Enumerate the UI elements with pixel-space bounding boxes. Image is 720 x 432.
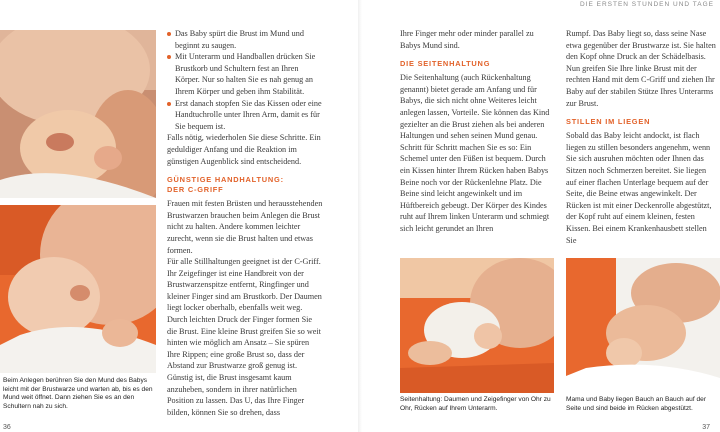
caption-lying-down: Mama und Baby liegen Bauch an Bauch auf der Seite und sind beide im Rücken abgestützt. xyxy=(566,396,707,412)
photo-side-position xyxy=(400,258,554,393)
bullet-item: Mit Unterarm und Handballen drücken Sie Brustkorb und Schultern fest an Ihren Körper. Nur so halten Sie es nah genug an Ihrem Körper und geben ihm Stabilität. xyxy=(167,51,323,97)
photo-baby-at-breast xyxy=(0,205,156,373)
heading-c-grip-line1: GÜNSTIGE HANDHALTUNG: xyxy=(167,175,284,185)
heading-side-position: DIE SEITENHALTUNG xyxy=(400,59,491,69)
bullet-item: Das Baby spürt die Brust im Mund und beginnt zu saugen. xyxy=(167,28,323,51)
heading-lying-down: STILLEN IM LIEGEN xyxy=(566,117,651,127)
right-text-column-1 xyxy=(400,28,556,235)
paragraph-side-position: Die Seitenhaltung (auch Rückenhaltung genannt) bietet gerade am Anfang und für Babys, die sich nicht ohne Weiteres leicht anlegen lassen, Vorteile. Sie können das Kind gezielter an die Brust ziehen als bei anderen Haltungen und sehen seinen Mund genau. Schritt für Schritt machen Sie es so: Ein Schemel unter den Füßen ist bequem. Durch ein Kissen hinter Ihrem Rücken haben Babys Beine noch vor der Rückenlehne Platz. Die Beine sind leicht angewinkelt und im Hüftbereich gebeugt. Der Körper des Kindes ruht auf Ihrem linken Unterarm und schmiegt sich leicht gerundet an Ihren xyxy=(400,73,550,233)
left-text-column xyxy=(167,28,323,418)
bullet-list xyxy=(167,28,323,132)
paragraph-c-grip-2: Für alle Stillhaltungen geeignet ist der C-Griff. Ihr Zeigefinger ist eine Handbreit von der Brustwarzenspitze entfernt, Ringfinger und kleiner Finger sind am Brustkorb. Der Daumen liegt locker oberhalb, ebenfalls weit weg. Durch leichten Druck der Finger formen Sie die Brust. Eine kleine Brust greifen Sie so weit hinten wie möglich am Ansatz – Sie spüren Ihre Rippen; eine große Brust so, dass der Abstand zur Brustwarze groß genug ist. Günstig ist, die Brust insgesamt kaum anzuheben, sondern in ihrer natürlichen Position zu lassen. Das U, das Ihre Finger bilden, können Sie so drehen, dass xyxy=(167,257,322,417)
photo-baby-latching xyxy=(0,30,156,198)
caption-side-position: Seitenhaltung: Daumen und Zeigefinger von Ohr zu Ohr, Rücken auf Ihrem Unterarm. xyxy=(400,396,551,412)
running-head: DIE ERSTEN STUNDEN UND TAGE xyxy=(579,1,714,8)
paragraph-continued: Rumpf. Das Baby liegt so, dass seine Nase etwa gegenüber der Brustwarze ist. Sie halten den Kopf ohne Druck an der Schädelbasis. Nun greifen Sie Ihre linke Brust mit der rechten Hand mit dem C-Griff und ziehen Ihr Baby auf der stabilen Stütze Ihres Unterarms zur Brust. xyxy=(566,29,716,108)
caption-latching: Beim Anlegen berühren Sie den Mund des Babys leicht mit der Brustwarze und warten ab, bis es den Mund weit öffnet. Dann ziehen Sie es an den Schultern nah zu sich. xyxy=(3,377,153,410)
photo-lying-down xyxy=(566,258,720,393)
page-number-right: 37 xyxy=(702,424,710,431)
paragraph-c-grip-1: Frauen mit festen Brüsten und herausstehenden Brustwarzen brauchen beim Anlegen die Brust nicht zu halten. Andere kommen leichter zurecht, wenn sie die Brust halten und etwas formen. xyxy=(167,199,323,255)
bullet-item: Erst danach stopfen Sie das Kissen oder eine Handtuchrolle unter Ihren Arm, damit es für Sie bequem ist. xyxy=(167,98,323,133)
page-number-left: 36 xyxy=(3,424,11,431)
paragraph-repeat: Falls nötig, wiederholen Sie diese Schritte. Ein geduldiger Anfang und die Reaktion im günstigen Augenblick sind entscheidend. xyxy=(167,133,321,166)
book-gutter xyxy=(358,0,362,432)
paragraph-fingers-parallel: Ihre Finger mehr oder minder parallel zu Babys Mund sind. xyxy=(400,29,534,50)
right-text-column-2 xyxy=(566,28,716,246)
paragraph-lying-down: Sobald das Baby leicht andockt, ist flach liegen zu stillen besonders angenehm, wenn Sie sich ausruhen möchten oder Ihnen das Sitzen noch Schmerzen bereitet. Sie liegen auf einer flachen Unterlage bequem auf der Seite, die Beine etwas angewinkelt. Der Rücken ist mit einer Deckenrolle abgestützt, der Kopf ruht auf einem kleinen, festen Kissen. Bei einem Krankenhausbett stellen Sie xyxy=(566,131,712,245)
heading-c-grip-line2: DER C-GRIFF xyxy=(167,185,224,195)
heading-c-grip xyxy=(167,175,323,195)
